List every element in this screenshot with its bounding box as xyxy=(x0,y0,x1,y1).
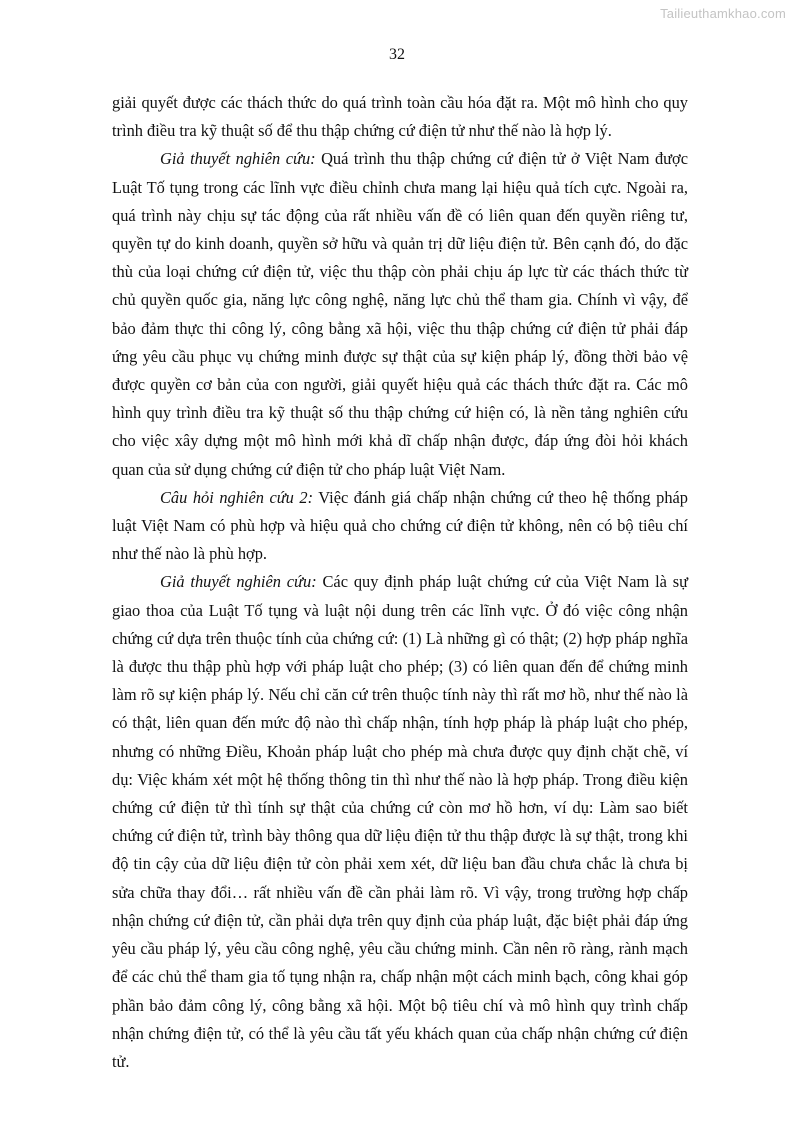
watermark-text: Tailieuthamkhao.com xyxy=(660,6,786,21)
paragraph-lead-label: Câu hỏi nghiên cứu 2: xyxy=(160,487,314,507)
paragraph-research-hypothesis-2 xyxy=(112,568,688,1076)
paragraph-text: Quá trình thu thập chứng cứ điện tử ở Việt Nam được Luật Tố tụng trong các lĩnh vực điều chỉnh chưa mang lại hiệu quả tích cực. Ngoài ra, quá trình này chịu sự tác động của rất nhiều vấn đề có liên quan đến quyền riêng tư, quyền tự do kinh doanh, quyền sở hữu và quản trị dữ liệu điện tử. Bên cạnh đó, do đặc thù của loại chứng cứ điện tử, việc thu thập còn phải chịu áp lực từ các thách thức từ chủ quyền quốc gia, năng lực công nghệ, năng lực chủ thể tham gia. Chính vì vậy, để bảo đảm thực thi công lý, công bằng xã hội, việc thu thập chứng cứ điện tử phải đáp ứng yêu cầu phục vụ chứng minh được sự thật của sự kiện pháp lý, đồng thời bảo vệ được quyền cơ bản của con người, giải quyết hiệu quả các thách thức đặt ra. Các mô hình quy trình điều tra kỹ thuật số thu thập chứng cứ hiện có, là nền tảng nghiên cứu cho việc xây dựng một mô hình mới khả dĩ chấp nhận được, đáp ứng đòi hỏi khách quan của sử dụng chứng cứ điện tử cho pháp luật Việt Nam. xyxy=(112,149,688,479)
page-number: 32 xyxy=(389,46,405,63)
paragraph-lead-label: Giả thuyết nghiên cứu: xyxy=(160,149,316,169)
paragraph-text: Việc đánh giá chấp nhận chứng cứ theo hệ thống pháp luật Việt Nam có phù hợp và hiệu quả cho chứng cứ điện tử không, nên có bộ tiêu chí như thế nào là phù hợp. xyxy=(112,487,688,564)
document-body xyxy=(112,89,688,1076)
paragraph-continuation xyxy=(112,89,688,145)
paragraph-text: Các quy định pháp luật chứng cứ của Việt Nam là sự giao thoa của Luật Tố tụng và luật nội dung trên các lĩnh vực. Ở đó việc công nhận chứng cứ dựa trên thuộc tính của chứng cứ: (1) Là những gì có thật; (2) hợp pháp nghĩa là được thu thập phù hợp với pháp luật cho phép; (3) có liên quan đến để chứng minh làm rõ sự kiện pháp lý. Nếu chỉ căn cứ trên thuộc tính này thì rất mơ hồ, như thế nào là có thật, liên quan đến mức độ nào thì chấp nhận, tính hợp pháp là pháp luật cho phép, nhưng có những Điều, Khoản pháp luật cho phép mà chưa được quy định chặt chẽ, ví dụ: Việc khám xét một hệ thống thông tin thì như thế nào là hợp pháp. Trong điều kiện chứng cứ điện tử thì tính sự thật của chứng cứ còn mơ hồ hơn, ví dụ: Làm sao biết chứng cứ điện tử, trình bày thông qua dữ liệu điện tử thu thập được là sự thật, trong khi độ tin cậy của dữ liệu điện tử còn phải xem xét, dữ liệu ban đầu chưa chắc là chưa bị sửa chữa thay đổi… rất nhiều vấn đề cần phải làm rõ. Vì vậy, trong trường hợp chấp nhận chứng cứ điện tử, cần phải dựa trên quy định của pháp luật, đặc biệt phải đáp ứng yêu cầu pháp lý, yêu cầu công nghệ, yêu cầu chứng minh. Cần nên rõ ràng, rành mạch để các chủ thể tham gia tố tụng nhận ra, chấp nhận một cách minh bạch, công khai góp phần bảo đảm công lý, công bằng xã hội. Một bộ tiêu chí và mô hình quy trình chấp nhận chứng điện tử, có thể là yêu cầu tất yếu khách quan của chấp nhận chứng cứ điện tử. xyxy=(112,572,689,1071)
paragraph-lead-label: Giả thuyết nghiên cứu: xyxy=(160,572,317,592)
paragraph-research-question-2 xyxy=(112,484,688,569)
paragraph-research-hypothesis-1 xyxy=(112,145,688,483)
paragraph-text: giải quyết được các thách thức do quá trình toàn cầu hóa đặt ra. Một mô hình cho quy trình điều tra kỹ thuật số để thu thập chứng cứ điện tử như thế nào là hợp lý. xyxy=(112,93,688,141)
